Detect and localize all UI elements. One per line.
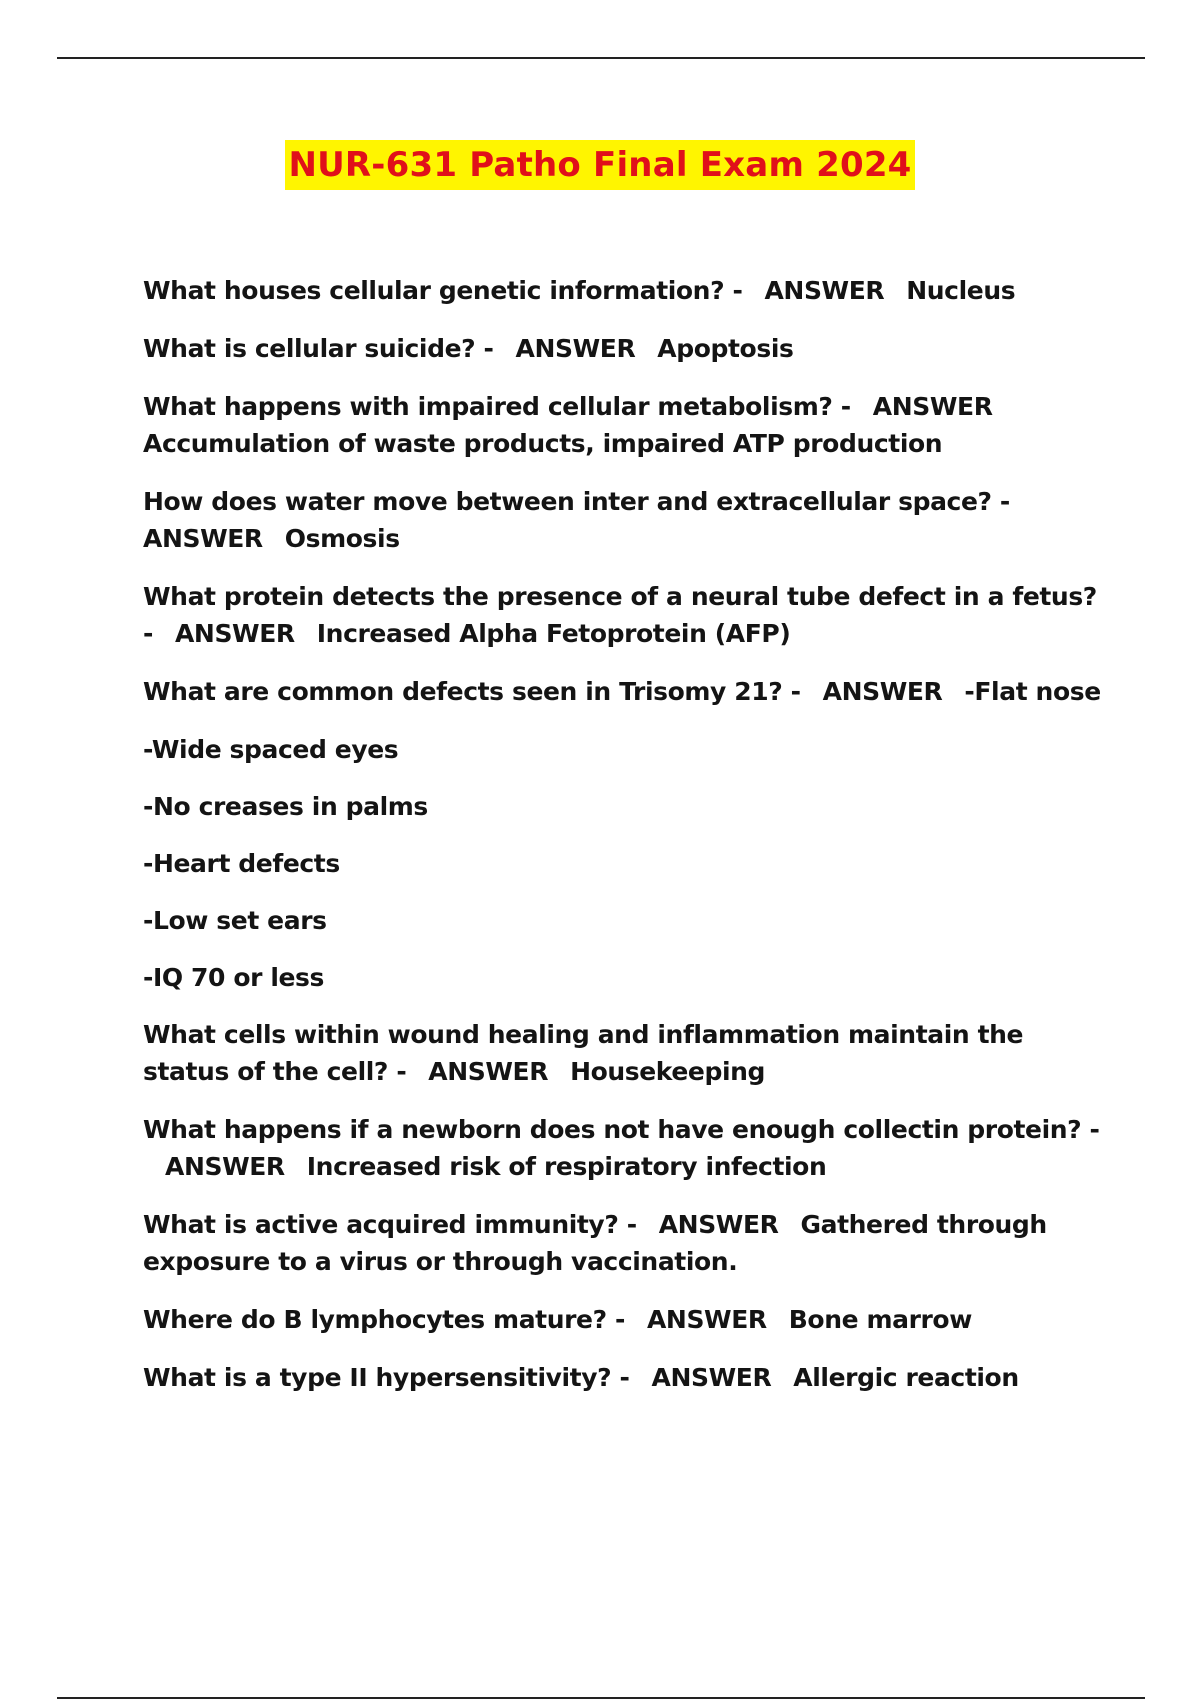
answer-label: ANSWER: [428, 1057, 549, 1086]
qa-item: [143, 1301, 1103, 1338]
answer-label: ANSWER: [658, 1210, 779, 1239]
answer-label: ANSWER: [515, 334, 636, 363]
answer: -Flat nose: [964, 677, 1101, 706]
top-rule: [57, 57, 1145, 59]
answer-label: ANSWER: [646, 1305, 767, 1334]
trisomy-list-item: -No creases in palms: [143, 792, 428, 821]
qa-item: [143, 578, 1103, 652]
answer: Housekeeping: [570, 1057, 766, 1086]
answer: Accumulation of waste products, impaired ATP production: [143, 429, 943, 458]
qa-list: [143, 272, 1103, 1417]
trisomy-list-item: -Wide spaced eyes: [143, 735, 399, 764]
answer: Osmosis: [284, 524, 400, 553]
answer: Increased risk of respiratory infection: [306, 1152, 827, 1181]
answer-label: ANSWER: [872, 392, 993, 421]
qa-item: [143, 330, 1103, 367]
document-title: NUR-631 Patho Final Exam 2024: [285, 140, 914, 190]
question: What houses cellular genetic information? -: [143, 276, 743, 305]
answer-label: ANSWER: [651, 1363, 772, 1392]
answer-label: ANSWER: [764, 276, 885, 305]
question: What protein detects the presence of a neural tube defect in a fetus? -: [143, 582, 1097, 648]
question: What is active acquired immunity? -: [143, 1210, 637, 1239]
answer: Increased Alpha Fetoprotein (AFP): [316, 619, 791, 648]
qa-item: [143, 1359, 1103, 1396]
question: What cells within wound healing and inflammation maintain the status of the cell? -: [143, 1020, 1024, 1086]
qa-item: [143, 483, 1103, 557]
answer: Bone marrow: [788, 1305, 972, 1334]
trisomy-list-item: -Low set ears: [143, 906, 327, 935]
question: What happens if a newborn does not have enough collectin protein? -: [143, 1115, 1100, 1144]
question: What are common defects seen in Trisomy 21? -: [143, 677, 801, 706]
answer: Allergic reaction: [793, 1363, 1019, 1392]
question: What is cellular suicide? -: [143, 334, 494, 363]
trisomy-list-item: -Heart defects: [143, 849, 340, 878]
trisomy-list-item: -IQ 70 or less: [143, 963, 325, 992]
qa-item: [143, 388, 1103, 462]
qa-item: [143, 1111, 1103, 1185]
answer-label: ANSWER: [143, 524, 263, 553]
qa-item: [143, 1206, 1103, 1280]
title-container: [0, 140, 1200, 190]
qa-item: [143, 673, 1103, 710]
question: What happens with impaired cellular metabolism? -: [143, 392, 851, 421]
bottom-rule: [57, 1697, 1145, 1699]
answer-label: ANSWER: [822, 677, 943, 706]
answer: Nucleus: [906, 276, 1016, 305]
answer: Apoptosis: [657, 334, 794, 363]
question: What is a type II hypersensitivity? -: [143, 1363, 630, 1392]
answer-label: ANSWER: [174, 619, 295, 648]
answer: Gathered through exposure to a virus or through vaccination.: [143, 1210, 1047, 1276]
answer-label: ANSWER: [165, 1152, 285, 1181]
question: How does water move between inter and extracellular space? -: [143, 487, 1010, 516]
qa-item: [143, 1016, 1103, 1090]
question: Where do B lymphocytes mature? -: [143, 1305, 625, 1334]
qa-item: [143, 272, 1103, 309]
